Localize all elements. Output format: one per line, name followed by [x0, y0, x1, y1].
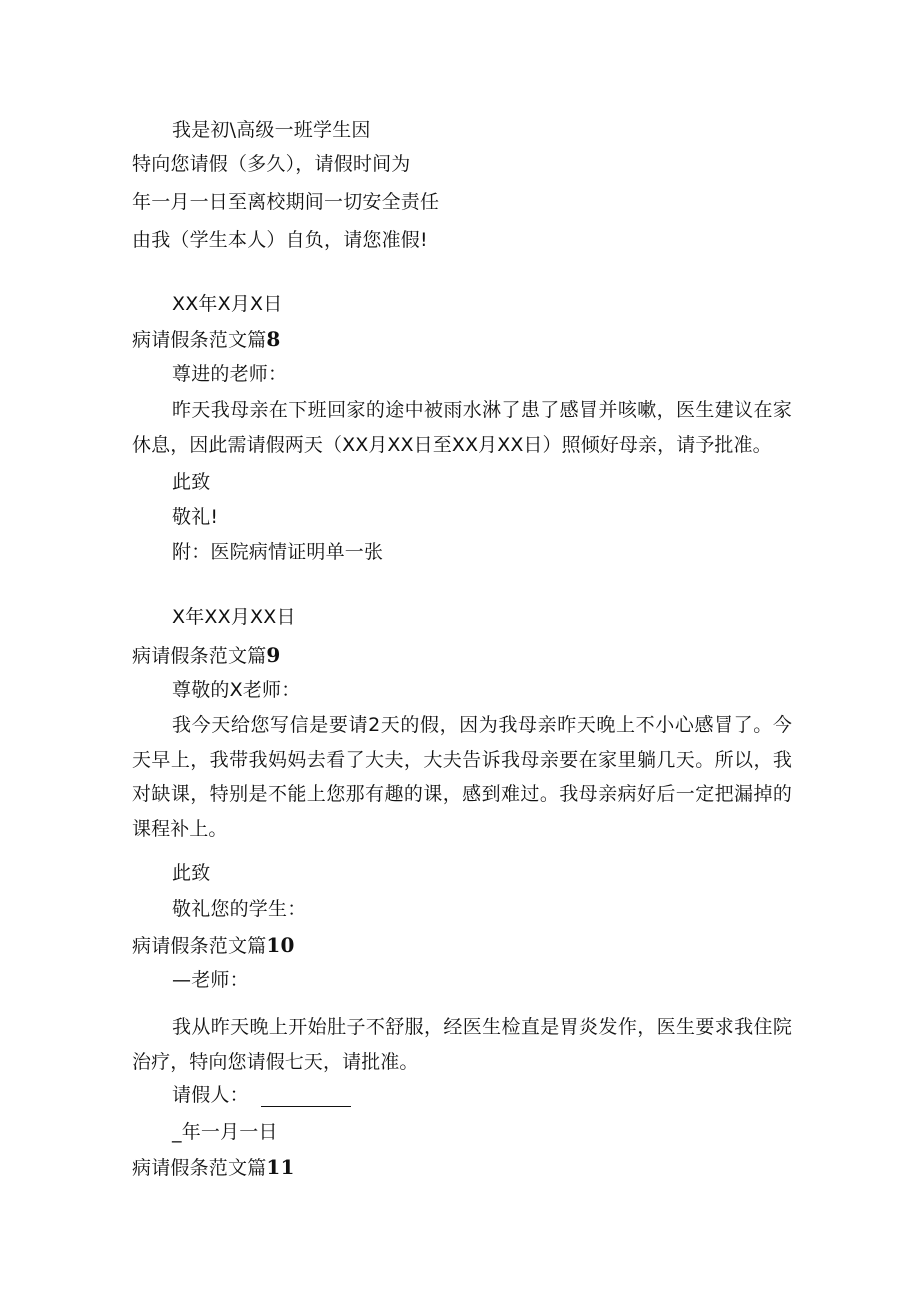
heading-text: 病请假条范文篇 [132, 935, 267, 957]
heading-text: 病请假条范文篇 [132, 1157, 267, 1179]
salutation: 尊进的老师： [172, 363, 288, 385]
article-heading [132, 327, 281, 352]
heading-number: 8 [266, 327, 281, 351]
letter-line: 年一月一日至离校期间一切安全责任 [132, 191, 440, 213]
closing-line: 敬礼您的学生： [172, 898, 307, 920]
article-heading [132, 1155, 295, 1180]
salutation: 尊敬的X老师： [172, 679, 301, 701]
letter-line: 我是初\高级一班学生因 [172, 119, 371, 141]
salutation: —老师： [172, 969, 249, 991]
letter-body: 我从昨天晚上开始肚子不舒服，经医生检直是胃炎发作，医生要求我住院治疗，特向您请假七天，请批准。 [132, 1016, 792, 1073]
heading-text: 病请假条范文篇 [132, 329, 267, 351]
heading-number: 10 [266, 933, 295, 957]
closing-line: 敬礼! [172, 506, 219, 528]
letter-body: 我今天给您写信是要请2天的假，因为我母亲昨天晚上不小心感冒了。今天早上，我带我妈妈去看了大夫，大夫告诉我母亲要在家里躺几天。所以，我对缺课，特别是不能上您那有趣的课，感到难过。我母亲病好后一定把漏掉的课程补上。 [132, 714, 792, 840]
attachment-note: 附：医院病情证明单一张 [172, 541, 384, 563]
letter-date: _年一月一日 [172, 1121, 278, 1143]
requester-label: 请假人： [172, 1084, 249, 1106]
heading-text: 病请假条范文篇 [132, 645, 267, 667]
closing-line: 此致 [172, 862, 211, 884]
signature-blank [261, 1086, 351, 1107]
letter-line: 特向您请假（多久），请假时间为 [132, 153, 411, 175]
letter-line: 由我（学生本人）自负，请您准假! [132, 229, 428, 251]
letter-body: 昨天我母亲在下班回家的途中被雨水淋了患了感冒并咳嗽，医生建议在家休息，因此需请假两天（XX月XX日至XX月XX日）照倾好母亲，请予批准。 [132, 399, 792, 456]
letter-date: X年XX月XX日 [172, 606, 296, 628]
letter-date: XX年X月X日 [172, 293, 283, 315]
heading-number: 11 [266, 1155, 295, 1179]
heading-number: 9 [266, 643, 281, 667]
closing-line: 此致 [172, 471, 211, 493]
article-heading [132, 643, 281, 668]
requester-line [172, 1083, 351, 1107]
article-heading [132, 933, 295, 958]
